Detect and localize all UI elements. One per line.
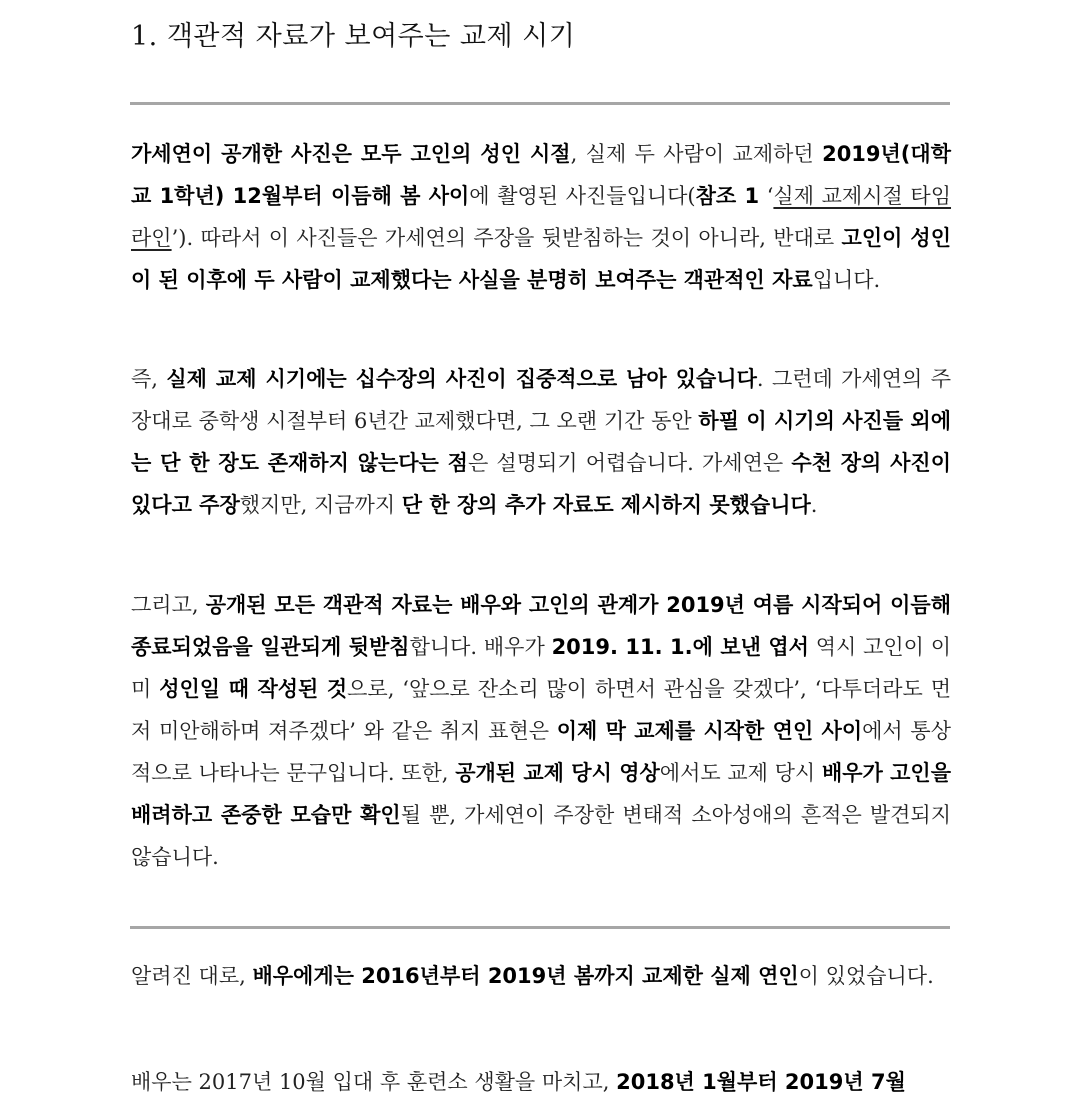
body-text: 에서 통상적으로 나타나는 문구입니다. 또한, [131,719,951,785]
body-text: ‘ [759,184,774,208]
bold-text: 공개된 교제 당시 영상 [455,761,660,785]
divider-top [130,102,950,105]
body-text: 입니다. [812,268,881,292]
paragraph-evidence [131,584,951,878]
bold-text: 2019. 11. 1.에 보낸 엽서 [551,635,809,659]
body-text: . [810,493,818,517]
body-text: 이 있었습니다. [798,964,934,988]
body-text: 배우는 2017년 10월 입대 후 훈련소 생활을 마치고, [131,1070,617,1094]
reference-link[interactable]: 실제 교제시절 타임라인 [131,184,952,250]
body-text: 은 설명되기 어렵습니다. 가세연은 [467,451,792,475]
section-heading: 1. 객관적 자료가 보여주는 교제 시기 [131,21,576,52]
body-text: 합니다. 배우가 [409,635,552,659]
paragraph-photos [131,133,951,301]
bold-text: 배우가 고인을 배려하고 존중한 모습만 확인 [131,761,951,827]
bold-text: 2019년(대학교 1학년) 12월부터 이듬해 봄 사이 [131,142,951,208]
bold-text: 배우에게는 2016년부터 2019년 봄까지 교제한 실제 연인 [252,964,799,988]
body-text: 즉, [131,367,167,391]
bold-text: 참조 1 [695,184,760,208]
bold-text: 성인일 때 작성된 것 [159,677,348,701]
divider-bottom [130,926,950,929]
bold-text: 가세연이 공개한 사진은 모두 고인의 성인 시절 [131,142,571,166]
paragraph-military [131,1061,951,1103]
body-text: 에 촬영된 사진들입니다( [469,184,696,208]
body-text: 역시 고인이 이미 [131,635,952,701]
body-text: 그리고, [131,593,206,617]
bold-text: 공개된 모든 객관적 자료는 배우와 고인의 관계가 2019년 여름 시작되어 이듬해 종료되었음을 일관되게 뒷받침 [131,593,951,659]
body-text: 했지만, 지금까지 [239,493,402,517]
paragraph-partner [131,955,951,997]
body-text: 으로, ‘앞으로 잔소리 많이 하면서 관심을 갖겠다’, ‘다투더라도 먼저 미안해하며 져주겠다’ 와 같은 취지 표현은 [131,677,951,743]
body-text: ’). 따라서 이 사진들은 가세연의 주장을 뒷받침하는 것이 아니라, 반대로 [171,226,842,250]
paragraph-period [131,358,951,526]
bold-text: 수천 장의 사진이 있다고 주장 [131,451,952,517]
bold-text: 고인이 성인이 된 이후에 두 사람이 교제했다는 사실을 분명히 보여주는 객관적인 자료 [131,226,951,292]
body-text: 될 뿐, 가세연이 주장한 변태적 소아성애의 흔적은 발견되지 않습니다. [131,803,952,869]
body-text: . 그런데 가세연의 주장대로 중학생 시절부터 6년간 교제했다면, 그 오랜 기간 동안 [131,367,951,433]
bold-text: 실제 교제 시기에는 십수장의 사진이 집중적으로 남아 있습니다 [166,367,757,391]
bold-text: 단 한 장의 추가 자료도 제시하지 못했습니다 [401,493,811,517]
body-text: , 실제 두 사람이 교제하던 [570,142,823,166]
body-text: 에서도 교제 당시 [659,761,822,785]
bold-text: 이제 막 교제를 시작한 연인 사이 [556,719,863,743]
body-text: 알려진 대로, [131,964,253,988]
bold-text: 하필 이 시기의 사진들 외에는 단 한 장도 존재하지 않는다는 점 [131,409,952,475]
bold-text: 2018년 1월부터 2019년 7월 [616,1070,906,1094]
